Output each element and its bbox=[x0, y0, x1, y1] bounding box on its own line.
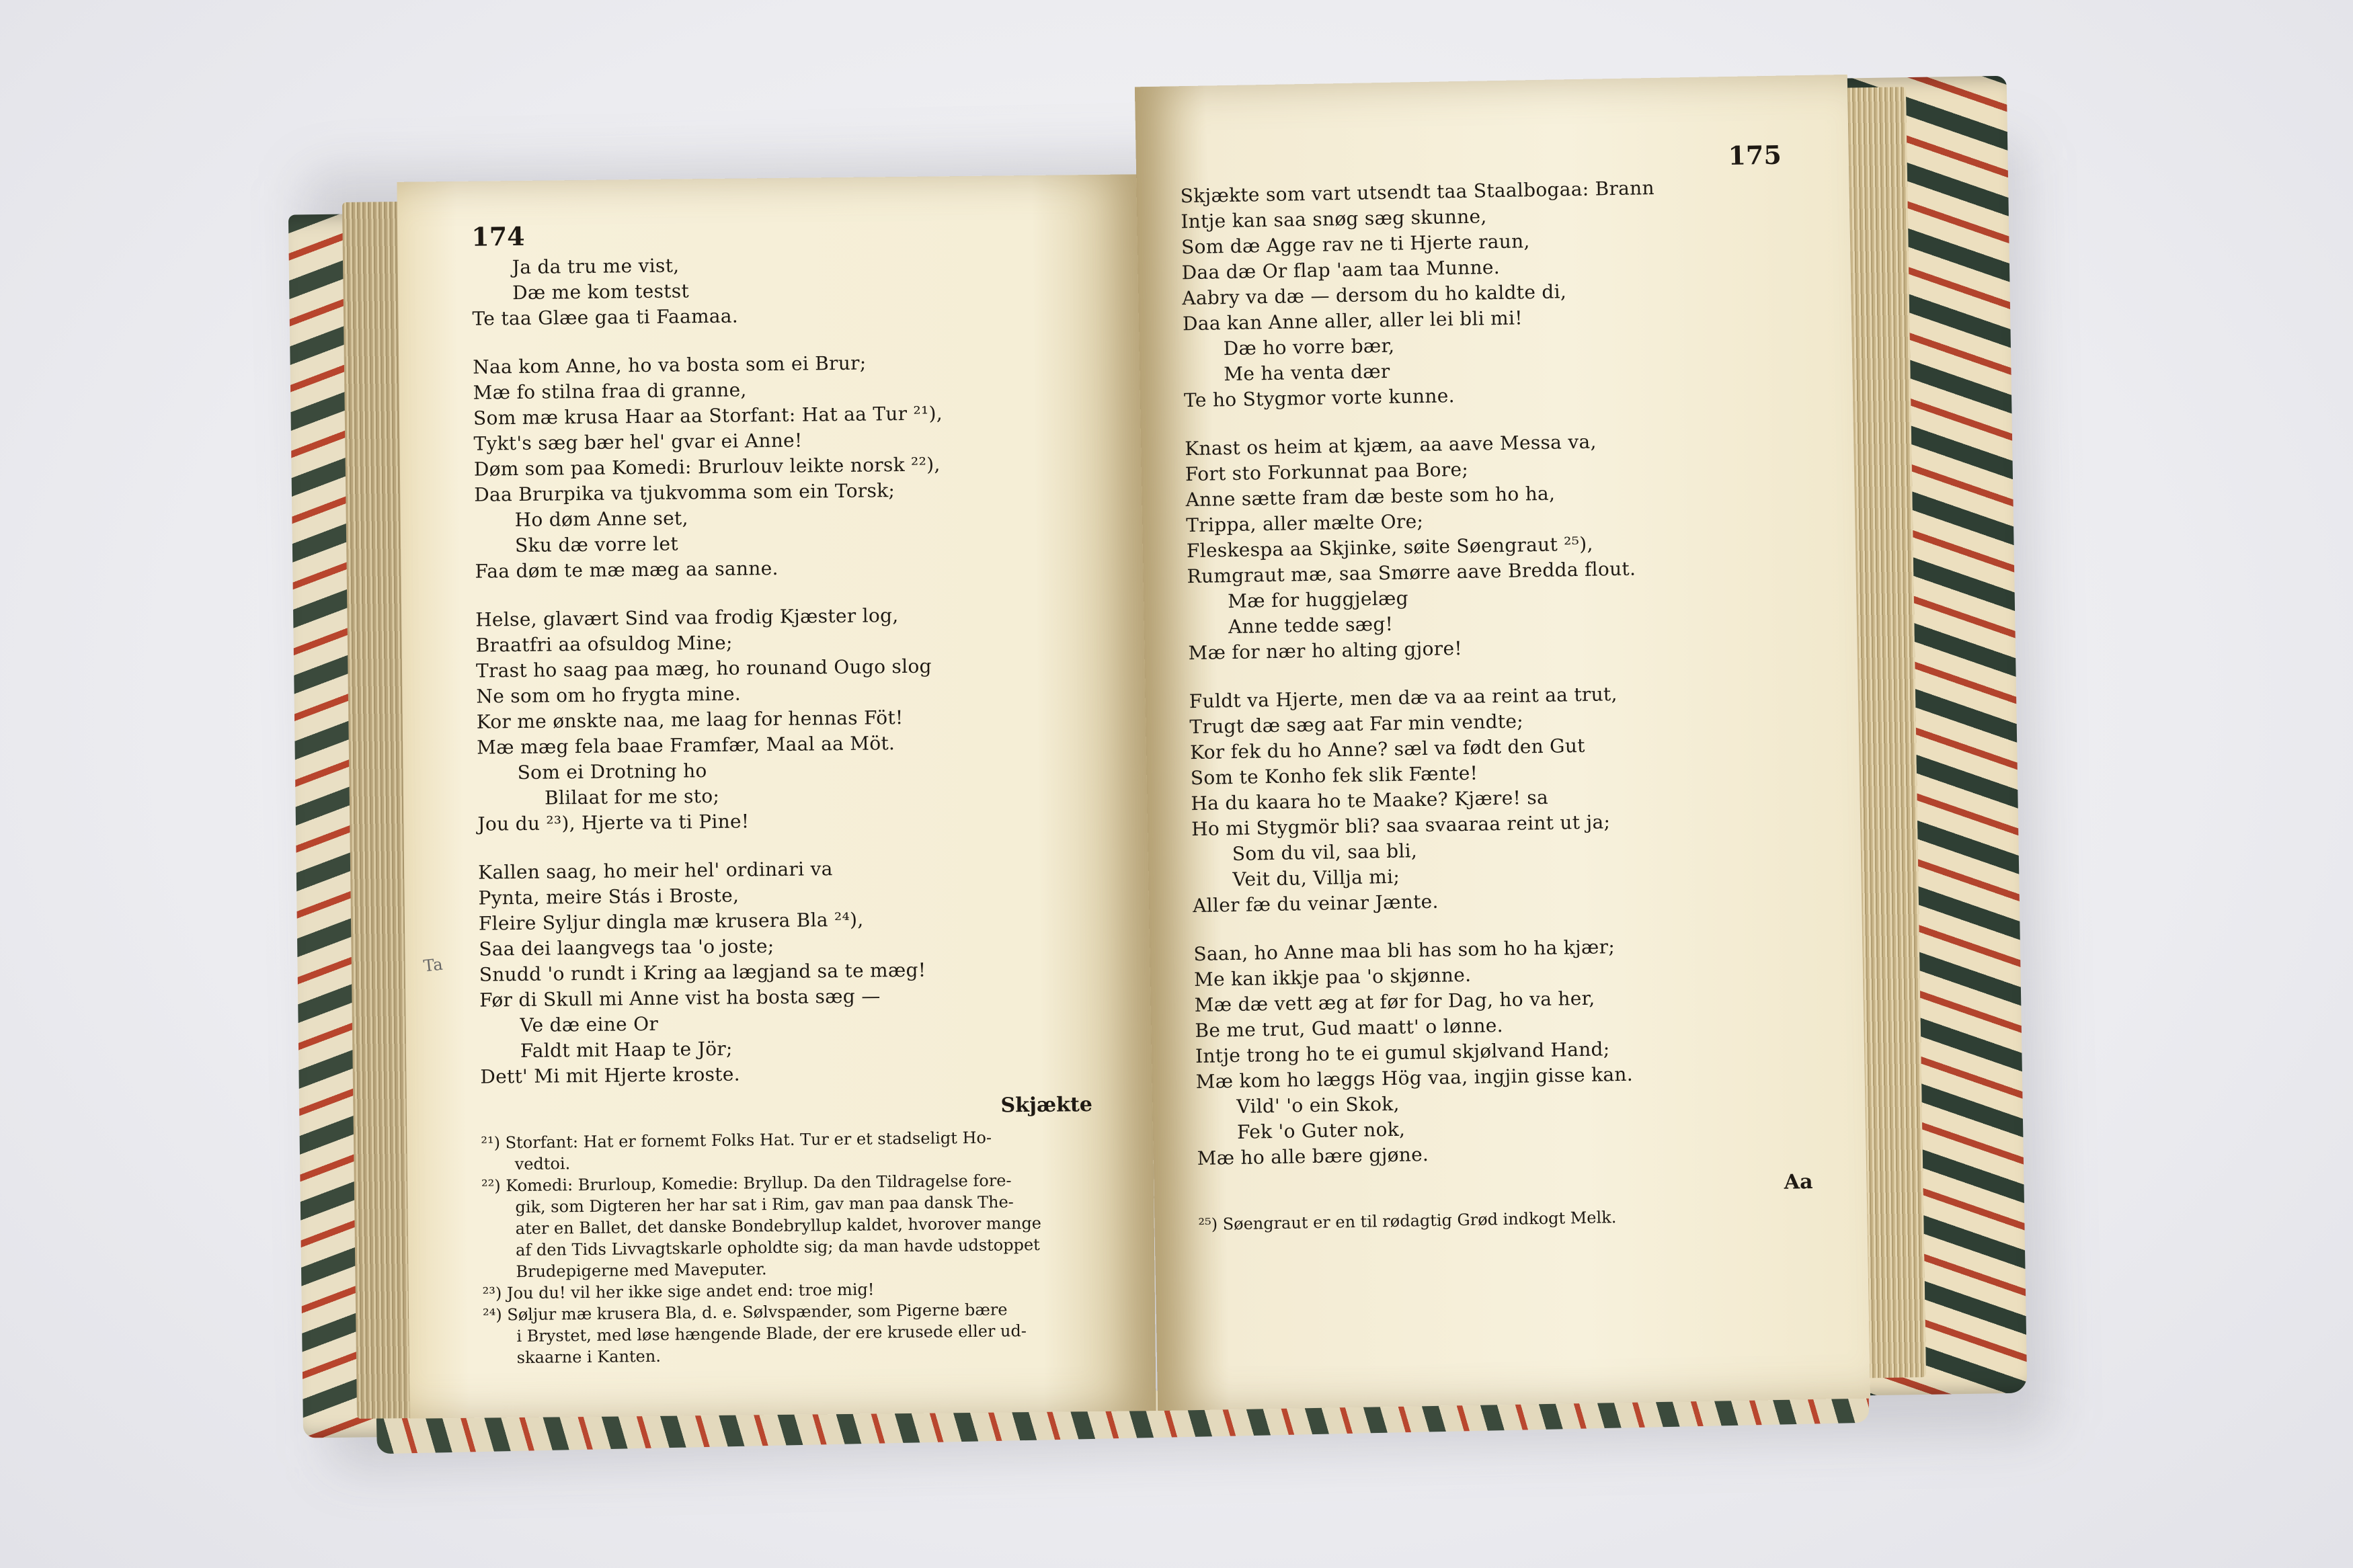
verse-line: Daa kan Anne aller, aller lei bli mi! bbox=[1182, 306, 1523, 335]
verse-line: Ve dæ eine Or bbox=[520, 1012, 659, 1037]
verse-line: Me ha venta dær bbox=[1224, 360, 1390, 386]
verse-line: Trast ho saag paa mæg, ho rounand Ougo slog bbox=[475, 655, 932, 682]
footnotes bbox=[1198, 1203, 1827, 1235]
verse-line: Pynta, meire Stás i Broste, bbox=[478, 884, 740, 909]
verse-line: Dett' Mi mit Hjerte kroste. bbox=[480, 1063, 740, 1088]
verse-line: Faldt mit Haap te Jör; bbox=[520, 1037, 733, 1063]
footnote-line: ²⁵) Søengraut er en til rødagtig Grød indkogt Melk. bbox=[1198, 1208, 1617, 1235]
verse-line: Mæ dæ vett æg at før for Dag, ho va her, bbox=[1194, 987, 1595, 1017]
verse-line: Te ho Stygmor vorte kunne. bbox=[1183, 384, 1455, 412]
verse-line: Mæ kom ho læggs Hög vaa, ingjin gisse kan. bbox=[1195, 1063, 1634, 1094]
right-page bbox=[1135, 75, 1870, 1411]
verse-line: Ha du kaara ho te Maake? Kjære! sa bbox=[1191, 786, 1549, 815]
verse-line: Kor fek du ho Anne? sæl va født den Gut bbox=[1189, 734, 1585, 764]
poem-text bbox=[472, 249, 1106, 1090]
footnote-text: Brudepigerne med Maveputer. bbox=[516, 1260, 767, 1282]
verse-line: Naa kom Anne, ho va bosta som ei Brur; bbox=[473, 352, 867, 378]
verse-line: Helse, glavært Sind vaa frodig Kjæster log, bbox=[475, 604, 899, 631]
verse-line: Som du vil, saa bli, bbox=[1232, 839, 1418, 866]
verse-line: Døm som paa Komedi: Brurlouv leikte norsk ²²), bbox=[473, 453, 941, 481]
verse-line: Kor me ønskte naa, me laag for hennas Föt! bbox=[476, 706, 904, 733]
verse-line: Trippa, aller mælte Ore; bbox=[1185, 510, 1424, 537]
verse-line: Tykt's sæg bær hel' gvar ei Anne! bbox=[473, 429, 803, 455]
verse-line: Anne tedde sæg! bbox=[1228, 612, 1394, 638]
page-number: 175 bbox=[1728, 139, 1782, 171]
verse-line: Fuldt va Hjerte, men dæ va aa reint aa trut, bbox=[1189, 683, 1618, 713]
verse-line: Aller fæ du veinar Jænte. bbox=[1192, 890, 1439, 917]
verse-line: Intje kan saa snøg sæg skunne, bbox=[1181, 205, 1487, 233]
verse-line: Mæ fo stilna fraa di granne, bbox=[473, 378, 747, 404]
footnote-line: ²²) Komedi: Brurloup, Komedie: Bryllup. Da den Tildragelse fore- bbox=[481, 1171, 1012, 1196]
catchword: Aa bbox=[1784, 1170, 1813, 1194]
verse-line: Blilaat for me sto; bbox=[544, 784, 720, 809]
verse-line: Fleire Syljur dingla mæ krusera Bla ²⁴), bbox=[478, 908, 864, 935]
footnote-text: i Brystet, med løse hængende Blade, der ere krusede eller ud- bbox=[516, 1321, 1027, 1346]
footnote-text: gik, som Digteren her har sat i Rim, gav man paa dansk The- bbox=[515, 1192, 1014, 1217]
footnotes bbox=[481, 1126, 1109, 1369]
pencil-annotation: Ta bbox=[422, 954, 444, 976]
verse-line: Ho døm Anne set, bbox=[514, 507, 688, 532]
page-number: 174 bbox=[471, 220, 525, 252]
verse-line: Fort sto Forkunnat paa Bore; bbox=[1185, 458, 1469, 486]
verse-line: Snudd 'o rundt i Kring aa lægjand sa te mæg! bbox=[479, 958, 926, 986]
verse-line: Daa Brurpika va tjukvomma som ein Torsk; bbox=[474, 479, 895, 506]
verse-line: Før di Skull mi Anne vist ha bosta sæg — bbox=[479, 985, 881, 1012]
verse-line: Mæ for huggjelæg bbox=[1227, 587, 1409, 613]
verse-line: Mæ mæg fela baae Framfær, Maal aa Möt. bbox=[477, 732, 895, 759]
verse-line: Fek 'o Guter nok, bbox=[1236, 1118, 1406, 1143]
footnote-line: ²¹) Storfant: Hat er fornemt Folks Hat. Tur er et stadseligt Ho- bbox=[481, 1128, 992, 1153]
verse-line: Daa dæ Or flap 'aam taa Munne. bbox=[1181, 255, 1501, 284]
verse-line: Skjækte som vart utsendt taa Staalbogaa: Brann bbox=[1180, 176, 1655, 208]
verse-line: Aabry va dæ — dersom du ho kaldte di, bbox=[1182, 280, 1567, 310]
verse-line: Mæ for nær ho alting gjore! bbox=[1188, 637, 1463, 665]
verse-line: Braatfri aa ofsuldog Mine; bbox=[475, 631, 733, 657]
verse-line: Som ei Drotning ho bbox=[517, 759, 707, 784]
verse-line: Som te Konho fek slik Fænte! bbox=[1190, 761, 1478, 790]
footnote-text: af den Tids Livvagtskarle opholdte sig; da man havde udstoppet bbox=[515, 1235, 1040, 1260]
verse-line: Jou du ²³), Hjerte va ti Pine! bbox=[477, 810, 750, 835]
verse-line: Intje trong ho te ei gumul skjølvand Hand; bbox=[1195, 1038, 1610, 1068]
verse-line: Ne som om ho frygta mine. bbox=[476, 682, 742, 708]
footnote-text: skaarne i Kanten. bbox=[516, 1346, 662, 1368]
verse-line: Saa dei laangvegs taa 'o joste; bbox=[479, 935, 774, 960]
poem-text bbox=[1180, 173, 1826, 1171]
verse-line: Saan, ho Anne maa bli has som ho ha kjær; bbox=[1193, 936, 1616, 966]
verse-line: Kallen saag, ho meir hel' ordinari va bbox=[477, 858, 833, 884]
verse-line: Ho mi Stygmör bli? saa svaaraa reint ut ja; bbox=[1191, 811, 1611, 841]
verse-line: Knast os heim at kjæm, aa aave Messa va, bbox=[1185, 430, 1597, 460]
footnote-line: ²³) Jou du! vil her ikke sige andet end: troe mig! bbox=[482, 1280, 875, 1303]
verse-line: Rumgraut mæ, saa Smørre aave Bredda flout. bbox=[1187, 557, 1636, 588]
verse-line: Dæ ho vorre bær, bbox=[1223, 334, 1395, 360]
verse-line: Ja da tru me vist, bbox=[512, 254, 680, 279]
catchword: Skjækte bbox=[1000, 1093, 1093, 1118]
verse-line: Sku dæ vorre let bbox=[514, 532, 678, 557]
verse-line: Anne sætte fram dæ beste som ho ha, bbox=[1185, 482, 1556, 511]
verse-line: Dæ me kom testst bbox=[512, 280, 690, 304]
left-page bbox=[397, 174, 1156, 1419]
verse-line: Vild' 'o ein Skok, bbox=[1236, 1092, 1400, 1118]
verse-line: Fleskespa aa Skjinke, søite Søengraut ²⁵), bbox=[1186, 532, 1593, 563]
verse-line: Me kan ikkje paa 'o skjønne. bbox=[1193, 963, 1472, 991]
verse-line: Te taa Glæe gaa ti Faamaa. bbox=[472, 304, 739, 330]
verse-line: Som mæ krusa Haar aa Storfant: Hat aa Tur ²¹), bbox=[473, 402, 943, 429]
verse-line: Faa døm te mæ mæg aa sanne. bbox=[475, 556, 779, 583]
footnote-text: ater en Ballet, det danske Bondebryllup kaldet, hvorover mange bbox=[515, 1213, 1042, 1239]
footnote-line: ²⁴) Søljur mæ krusera Bla, d. e. Sølvspænder, som Pigerne bære bbox=[482, 1300, 1008, 1325]
verse-line: Be me trut, Gud maatt' o lønne. bbox=[1195, 1014, 1504, 1042]
verse-line: Som dæ Agge rav ne ti Hjerte raun, bbox=[1181, 230, 1530, 259]
verse-line: Trugt dæ sæg aat Far min vendte; bbox=[1189, 710, 1524, 739]
footnote-text: vedtoi. bbox=[514, 1154, 571, 1174]
verse-line: Mæ ho alle bære gjøne. bbox=[1197, 1143, 1429, 1170]
verse-line: Veit du, Villja mi; bbox=[1232, 865, 1400, 891]
